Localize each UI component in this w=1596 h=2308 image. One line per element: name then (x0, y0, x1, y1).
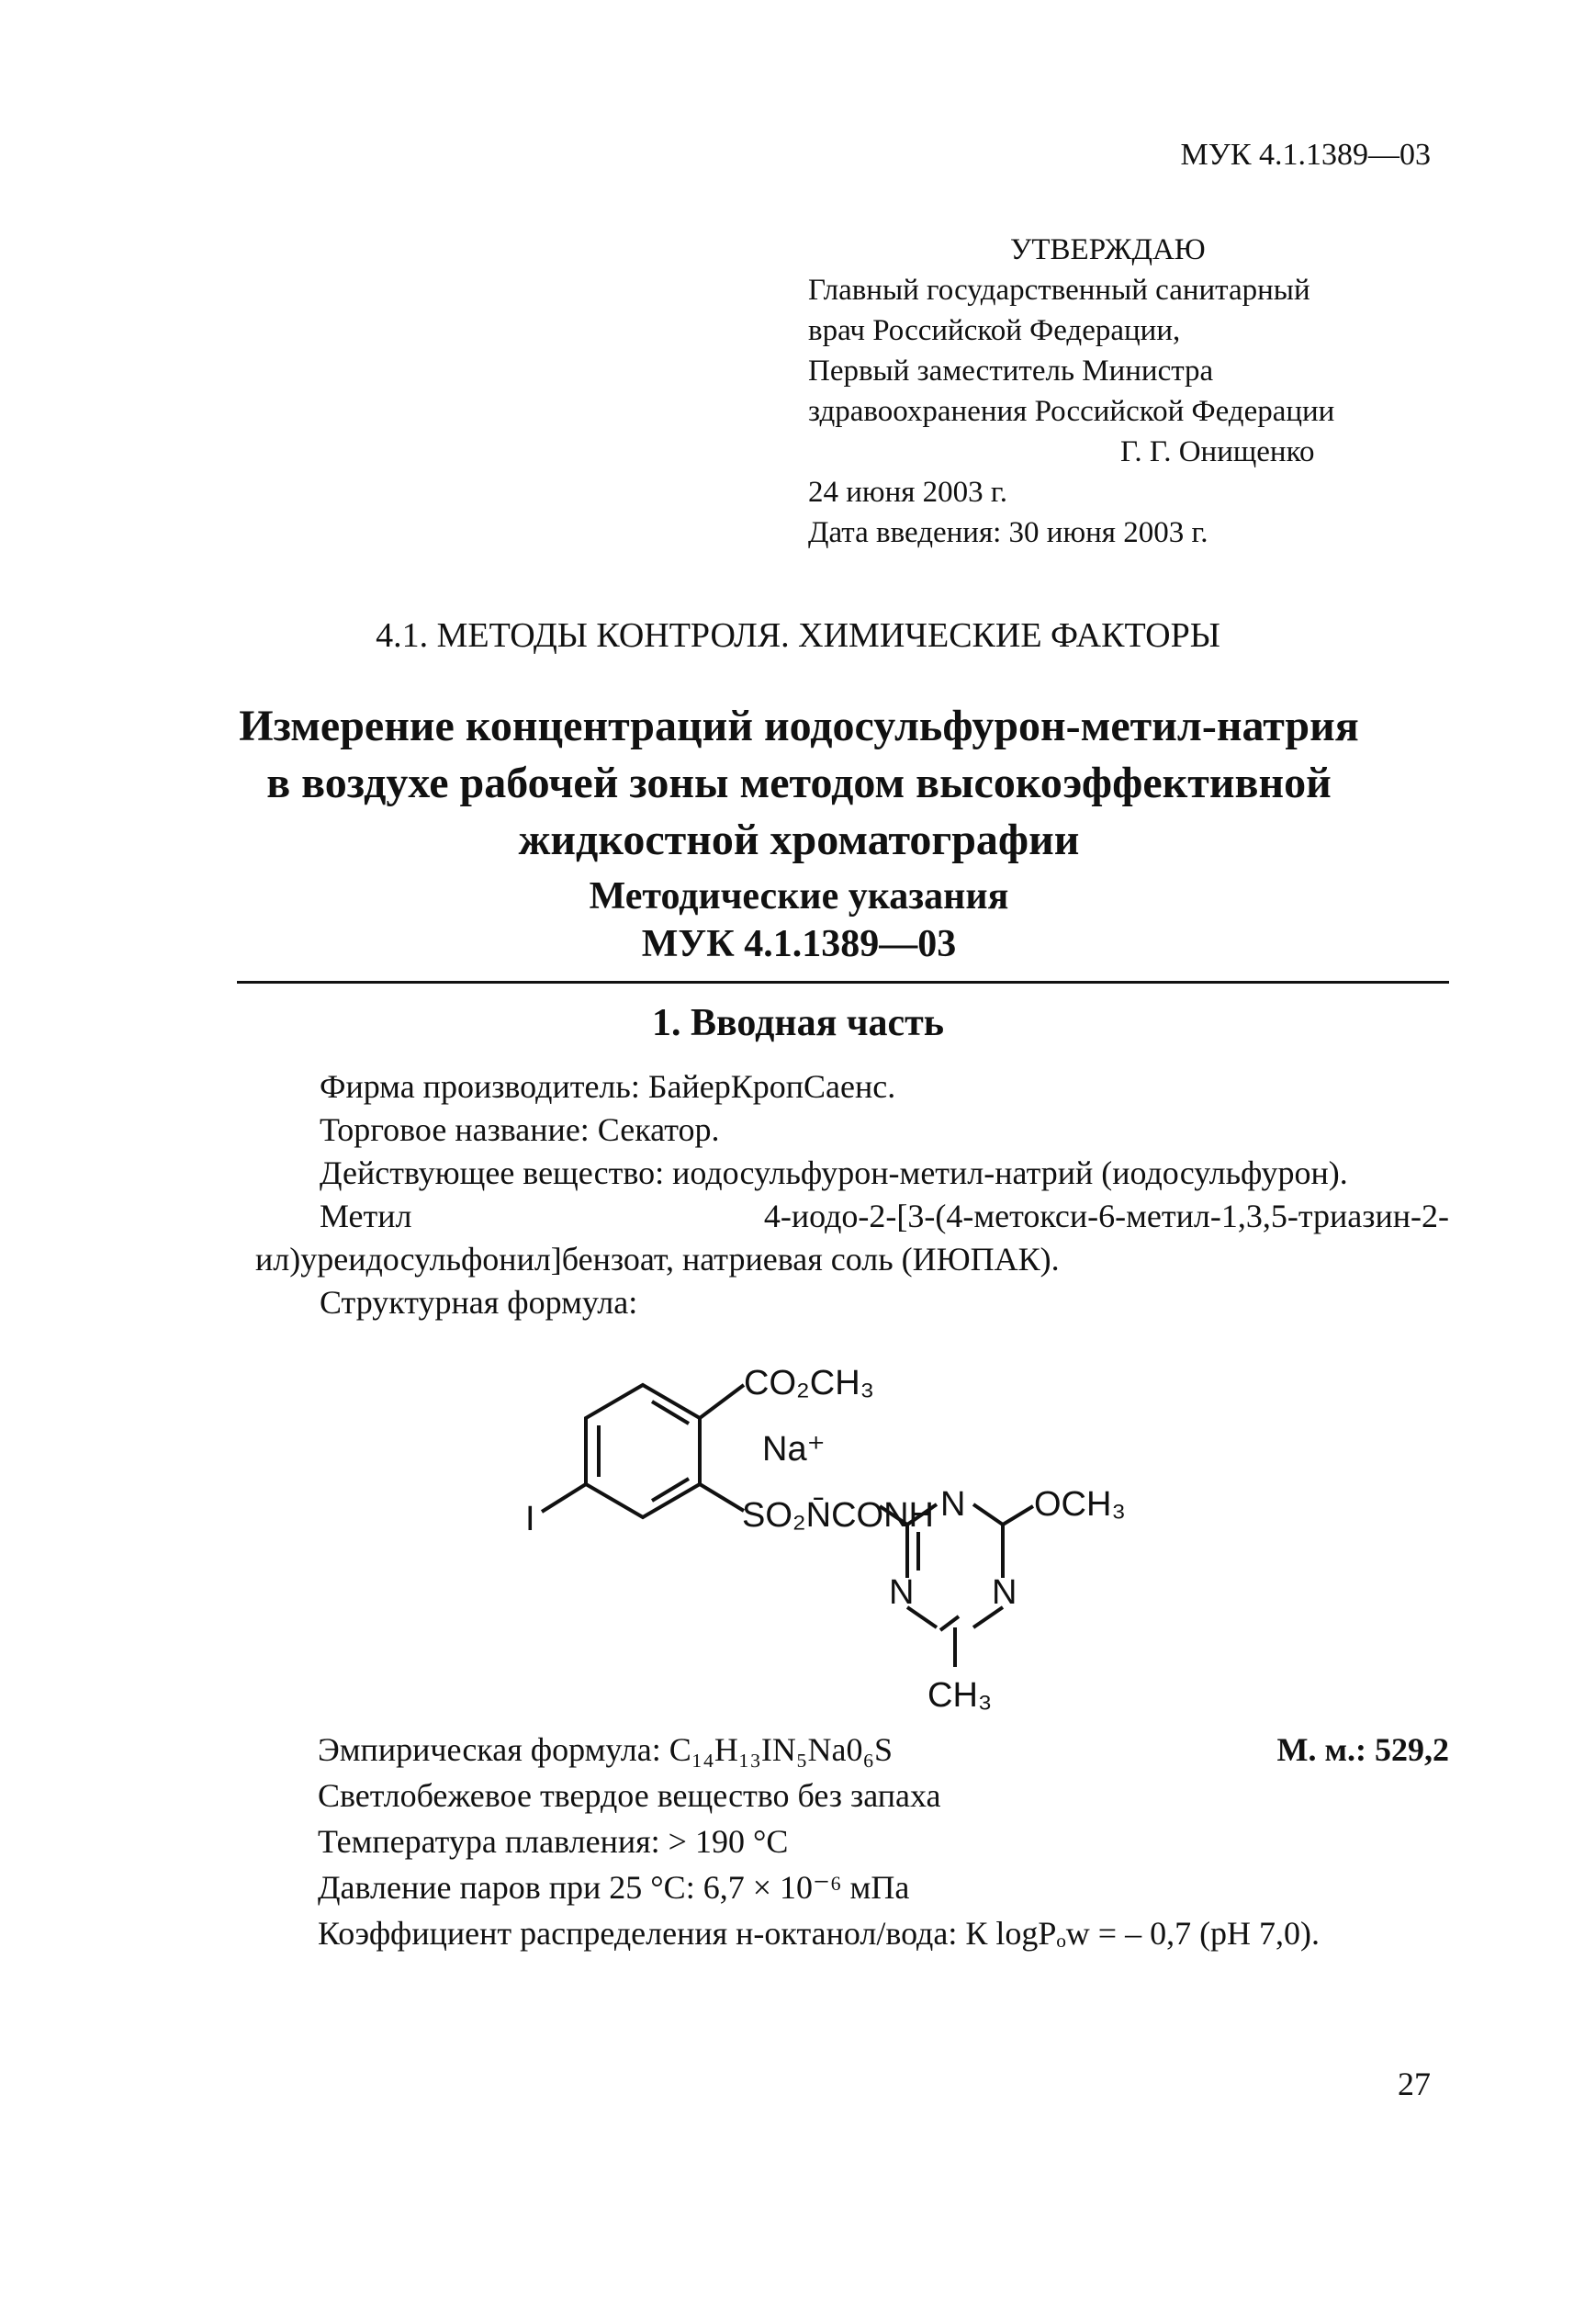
approval-heading: УТВЕРЖДАЮ (1010, 233, 1206, 266)
title-line: в воздухе рабочей зоны методом высокоэффективной (266, 759, 1332, 807)
properties-block (318, 1727, 1449, 1956)
approval-line: Главный государственный санитарный (808, 274, 1310, 307)
trade-name-text: Торговое название: Секатор. (320, 1111, 720, 1148)
melting-point-text: Температура плавления: > 190 °С (318, 1823, 789, 1860)
structural-formula (478, 1341, 1212, 1727)
iodine-label: I (525, 1500, 535, 1538)
approval-block (808, 230, 1506, 553)
section-title: 4.1. МЕТОДЫ КОНТРОЛЯ. ХИМИЧЕСКИЕ ФАКТОРЫ (376, 616, 1220, 655)
appearance-text: Светлобежевое твердое вещество без запаха (318, 1777, 941, 1814)
subtitle-line: МУК 4.1.1389—03 (641, 923, 957, 965)
co2ch3-label: CO₂CH₃ (744, 1364, 875, 1402)
document-title (184, 698, 1414, 869)
document-subtitle (184, 873, 1414, 968)
so2nconh-label: SO₂N̄CONH (742, 1496, 934, 1535)
intro-body (255, 1065, 1449, 1324)
empirical-formula-row (318, 1727, 1449, 1773)
ch3-label: CH₃ (927, 1676, 993, 1715)
active-substance-text: Действующее вещество: иодосульфурон-метил-натрий (иодосульфурон). (320, 1154, 1348, 1191)
horizontal-rule (237, 981, 1449, 984)
nitrogen-top-label: N (940, 1485, 966, 1524)
approval-date: 24 июня 2003 г. (808, 476, 1007, 509)
title-line: жидкостной хроматографии (518, 816, 1080, 864)
title-line: Измерение концентраций иодосульфурон-метил-натрия (239, 702, 1359, 750)
page-number: 27 (1398, 2066, 1431, 2102)
vapor-pressure-text: Давление паров при 25 °С: 6,7 × 10⁻⁶ мПа (318, 1869, 910, 1906)
nitrogen-right-label: N (992, 1573, 1017, 1612)
approval-line: врач Российской Федерации, (808, 314, 1181, 347)
sodium-label: Na⁺ (762, 1430, 826, 1469)
manufacturer-text: Фирма производитель: БайерКропСаенс. (320, 1068, 896, 1105)
empirical-formula (318, 1727, 893, 1773)
iupac-name-text: Метил 4-иодо-2-[3-(4-метокси-6-метил-1,3,5-триазин-2-ил)уреидосульфонил]бензоат, натриевая соль (ИЮПАК). (255, 1198, 1449, 1278)
molar-mass: М. м.: 529,2 (1276, 1731, 1449, 1768)
och3-label: OCH₃ (1034, 1485, 1126, 1524)
intro-heading: 1. Вводная часть (651, 1002, 945, 1044)
structure-label: Структурная формула: (320, 1284, 638, 1321)
empirical-formula-value: C₁₄H₁₃IN₅Na0₆S (669, 1731, 894, 1768)
introduction-date: Дата введения: 30 июня 2003 г. (808, 516, 1208, 549)
partition-coefficient-text: Коэффициент распределения н-октанол/вода: К logPₒw = – 0,7 (рН 7,0). (318, 1915, 1321, 1952)
subtitle-line: Методические указания (589, 875, 1009, 918)
approval-line: здравоохранения Российской Федерации (808, 395, 1335, 428)
approval-signatory: Г. Г. Онищенко (1120, 435, 1315, 468)
empirical-formula-label: Эмпирическая формула: (318, 1731, 669, 1768)
approval-line: Первый заместитель Министра (808, 355, 1214, 388)
document-code: МУК 4.1.1389—03 (1180, 138, 1431, 172)
nitrogen-left-label: N (889, 1573, 915, 1612)
